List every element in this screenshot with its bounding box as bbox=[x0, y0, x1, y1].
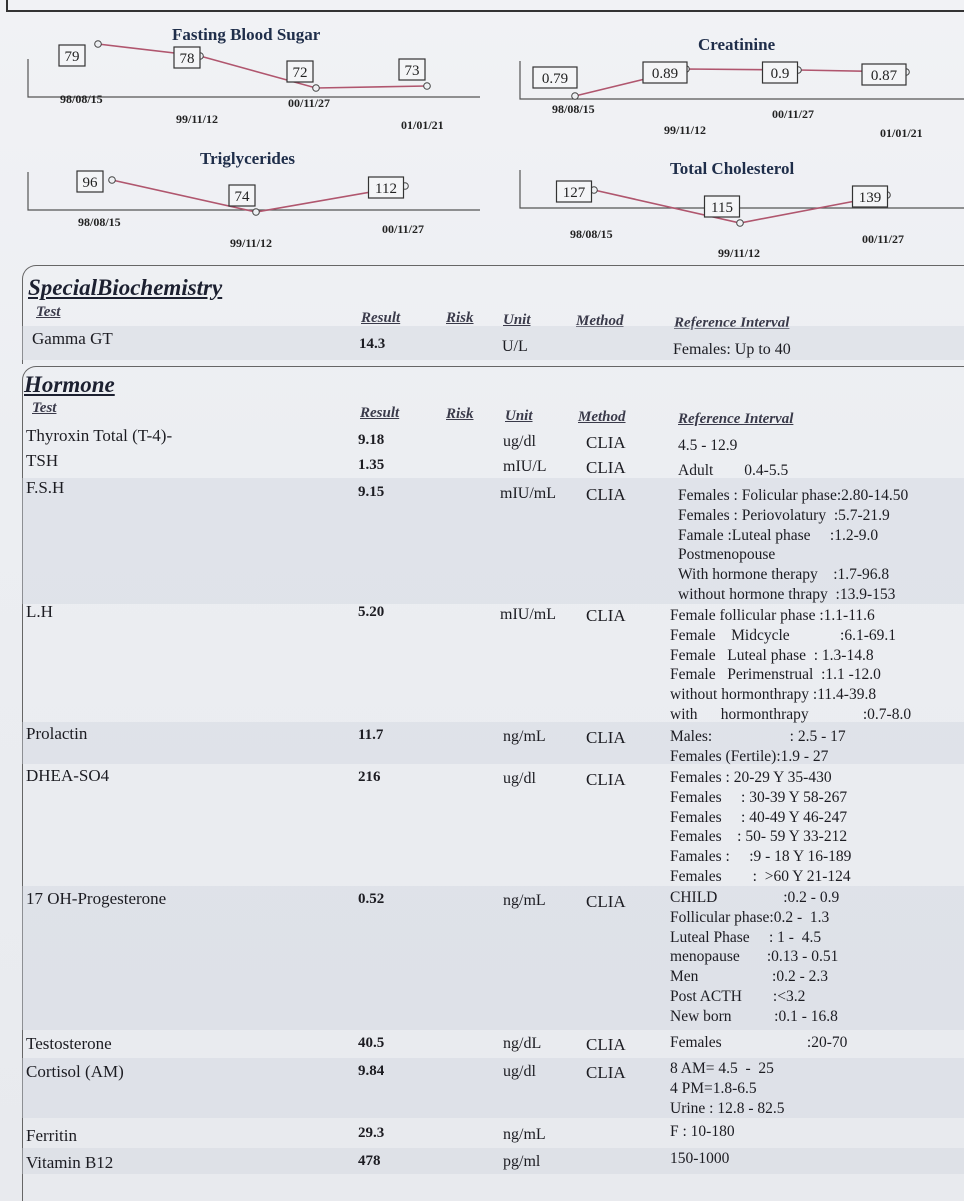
reference-cortisol-am: 8 AM= 4.5 - 25 4 PM=1.8-6.5 Urine : 12.8 - 82.5 bbox=[670, 1060, 785, 1117]
chart-triglycerides bbox=[0, 140, 482, 260]
value-label: 0.9 bbox=[770, 66, 790, 82]
header-reference: Reference Interval bbox=[678, 411, 794, 427]
method-cortisol-am: CLIA bbox=[586, 1063, 626, 1082]
date-label: 01/01/21 bbox=[401, 118, 444, 132]
unit-l-h: mIU/mL bbox=[500, 606, 556, 623]
date-label: 00/11/27 bbox=[862, 232, 905, 246]
reference-thyroxin-total-t-4: 4.5 - 12.9 bbox=[678, 437, 738, 454]
test-gamma-gt: Gamma GT bbox=[32, 329, 113, 348]
data-point bbox=[109, 177, 116, 184]
header-result: Result bbox=[360, 405, 400, 421]
date-label: 98/08/15 bbox=[78, 215, 121, 229]
date-label: 99/11/12 bbox=[176, 112, 219, 126]
method-dhea-so4: CLIA bbox=[586, 770, 626, 789]
header-unit: Unit bbox=[503, 312, 531, 328]
method-l-h: CLIA bbox=[586, 606, 626, 625]
value-label: 72 bbox=[292, 65, 308, 81]
reference-prolactin: Males: : 2.5 - 17 Females (Fertile):1.9 - 27 bbox=[670, 728, 846, 765]
header-reference: Reference Interval bbox=[674, 315, 790, 331]
method-testosterone: CLIA bbox=[586, 1035, 626, 1054]
header-test: Test bbox=[36, 304, 61, 320]
reference-tsh: Adult 0.4-5.5 bbox=[678, 462, 789, 479]
header-test: Test bbox=[32, 400, 57, 416]
trend-line bbox=[575, 69, 906, 96]
header-method: Method bbox=[576, 313, 624, 329]
unit-dhea-so4: ug/dl bbox=[503, 770, 536, 787]
reference-dhea-so4: Females : 20-29 Y 35-430 Females : 30-39 Y 58-267 Females : 40-49 Y 46-247 Females : 50- 59 Y 33-212 Famales : :9 - 18 Y 16-189 Females : >60 Y 21-124 bbox=[670, 769, 852, 885]
unit-ferritin: ng/mL bbox=[503, 1126, 546, 1143]
special-biochemistry-title: SpecialBiochemistry bbox=[28, 275, 223, 300]
result-vitamin-b12: 478 bbox=[358, 1153, 381, 1169]
chart-title: Triglycerides bbox=[200, 149, 296, 168]
hormone-title: Hormone bbox=[24, 372, 115, 397]
value-label: 74 bbox=[234, 189, 250, 205]
date-label: 99/11/12 bbox=[718, 246, 761, 260]
value-label: 0.89 bbox=[651, 66, 679, 82]
reference-ferritin: F : 10-180 bbox=[670, 1123, 735, 1140]
unit-17-oh-progesterone: ng/mL bbox=[503, 892, 546, 909]
date-label: 00/11/27 bbox=[772, 107, 815, 121]
header-unit: Unit bbox=[505, 408, 533, 424]
unit-prolactin: ng/mL bbox=[503, 728, 546, 745]
unit-thyroxin-total-t-4: ug/dl bbox=[503, 433, 536, 450]
result-l-h: 5.20 bbox=[358, 604, 385, 620]
date-label: 00/11/27 bbox=[288, 96, 331, 110]
test-dhea-so4: DHEA-SO4 bbox=[26, 766, 110, 785]
value-label: 0.87 bbox=[870, 68, 898, 84]
result-gamma-gt: 14.3 bbox=[359, 336, 386, 352]
value-label: 73 bbox=[404, 63, 420, 79]
method-f-s-h: CLIA bbox=[586, 485, 626, 504]
trend-line bbox=[594, 190, 887, 223]
test-vitamin-b12: Vitamin B12 bbox=[26, 1153, 114, 1172]
test-17-oh-progesterone: 17 OH-Progesterone bbox=[26, 889, 167, 908]
test-f-s-h: F.S.H bbox=[26, 478, 65, 497]
reference-vitamin-b12: 150-1000 bbox=[670, 1150, 730, 1167]
chart-fasting-blood-sugar bbox=[0, 0, 482, 150]
test-l-h: L.H bbox=[26, 602, 53, 621]
test-thyroxin-total-t-4: Thyroxin Total (T-4)- bbox=[26, 426, 173, 445]
reference-l-h: Female follicular phase :1.1-11.6 Female Midcycle :6.1-69.1 Female Luteal phase : 1.3-14.8 Female Perimenstrual :1.1 -12.0 without hormonthrapy :11.4-39.8 with hormonthrapy :0.7-8.0 bbox=[670, 607, 912, 723]
chart-title: Creatinine bbox=[698, 35, 776, 54]
test-prolactin: Prolactin bbox=[26, 724, 88, 743]
method-thyroxin-total-t-4: CLIA bbox=[586, 433, 626, 452]
unit-gamma-gt: U/L bbox=[502, 338, 528, 355]
chart-creatinine bbox=[482, 0, 964, 150]
result-cortisol-am: 9.84 bbox=[358, 1063, 385, 1079]
reference-17-oh-progesterone: CHILD :0.2 - 0.9 Follicular phase:0.2 - 1.3 Luteal Phase : 1 - 4.5 menopause :0.13 - 0.51 Men :0.2 - 2.3 Post ACTH :<3.2 New born :0.1 - 16.8 bbox=[670, 889, 840, 1025]
reference-f-s-h: Females : Folicular phase:2.80-14.50 Females : Periovolatury :5.7-21.9 Famale :Luteal phase :1.2-9.0 Postmenopouse With hormone therapy :1.7-96.8 without hormone thrapy :13.9-153 bbox=[678, 487, 909, 603]
chart-total-cholesterol bbox=[482, 150, 964, 270]
result-dhea-so4: 216 bbox=[358, 769, 381, 785]
value-label: 79 bbox=[64, 49, 80, 65]
row-band bbox=[22, 1148, 964, 1174]
reference-testosterone: Females :20-70 bbox=[670, 1034, 848, 1051]
data-point bbox=[313, 85, 320, 92]
result-tsh: 1.35 bbox=[358, 457, 385, 473]
data-point bbox=[95, 41, 102, 48]
unit-vitamin-b12: pg/ml bbox=[503, 1153, 541, 1170]
unit-f-s-h: mIU/mL bbox=[500, 485, 556, 502]
unit-cortisol-am: ug/dl bbox=[503, 1063, 536, 1080]
test-testosterone: Testosterone bbox=[26, 1034, 112, 1053]
data-point bbox=[253, 209, 260, 216]
date-label: 98/08/15 bbox=[60, 92, 103, 106]
header-result: Result bbox=[361, 310, 401, 326]
chart-title: Total Cholesterol bbox=[670, 159, 795, 178]
value-label: 78 bbox=[179, 51, 195, 67]
value-label: 96 bbox=[82, 175, 98, 191]
header-method: Method bbox=[578, 409, 626, 425]
date-label: 98/08/15 bbox=[552, 102, 595, 116]
reference-gamma-gt: Females: Up to 40 bbox=[673, 341, 791, 358]
method-tsh: CLIA bbox=[586, 458, 626, 477]
value-label: 127 bbox=[562, 185, 586, 201]
unit-testosterone: ng/dL bbox=[503, 1035, 542, 1052]
chart-title: Fasting Blood Sugar bbox=[172, 25, 321, 44]
date-label: 99/11/12 bbox=[664, 123, 707, 137]
date-label: 01/01/21 bbox=[880, 126, 923, 140]
method-17-oh-progesterone: CLIA bbox=[586, 892, 626, 911]
date-label: 99/11/12 bbox=[230, 236, 273, 250]
row-band bbox=[22, 1058, 964, 1118]
result-f-s-h: 9.15 bbox=[358, 484, 385, 500]
date-label: 98/08/15 bbox=[570, 227, 613, 241]
data-point bbox=[572, 93, 579, 100]
result-17-oh-progesterone: 0.52 bbox=[358, 891, 385, 907]
row-band bbox=[22, 326, 964, 360]
trend-line bbox=[98, 44, 427, 88]
date-label: 00/11/27 bbox=[382, 222, 425, 236]
test-tsh: TSH bbox=[26, 451, 59, 470]
data-point bbox=[737, 220, 744, 227]
value-label: 0.79 bbox=[541, 71, 569, 87]
header-risk: Risk bbox=[446, 310, 474, 326]
result-testosterone: 40.5 bbox=[358, 1035, 385, 1051]
result-thyroxin-total-t-4: 9.18 bbox=[358, 432, 385, 448]
data-point bbox=[424, 83, 431, 90]
test-ferritin: Ferritin bbox=[26, 1126, 77, 1145]
value-label: 112 bbox=[375, 181, 397, 197]
result-prolactin: 11.7 bbox=[358, 727, 384, 743]
header-risk: Risk bbox=[446, 406, 474, 422]
trend-line bbox=[112, 180, 405, 212]
test-cortisol-am: Cortisol (AM) bbox=[26, 1062, 124, 1081]
method-prolactin: CLIA bbox=[586, 728, 626, 747]
value-label: 115 bbox=[711, 200, 733, 216]
unit-tsh: mIU/L bbox=[503, 458, 547, 475]
value-label: 139 bbox=[858, 190, 882, 206]
result-ferritin: 29.3 bbox=[358, 1125, 385, 1141]
